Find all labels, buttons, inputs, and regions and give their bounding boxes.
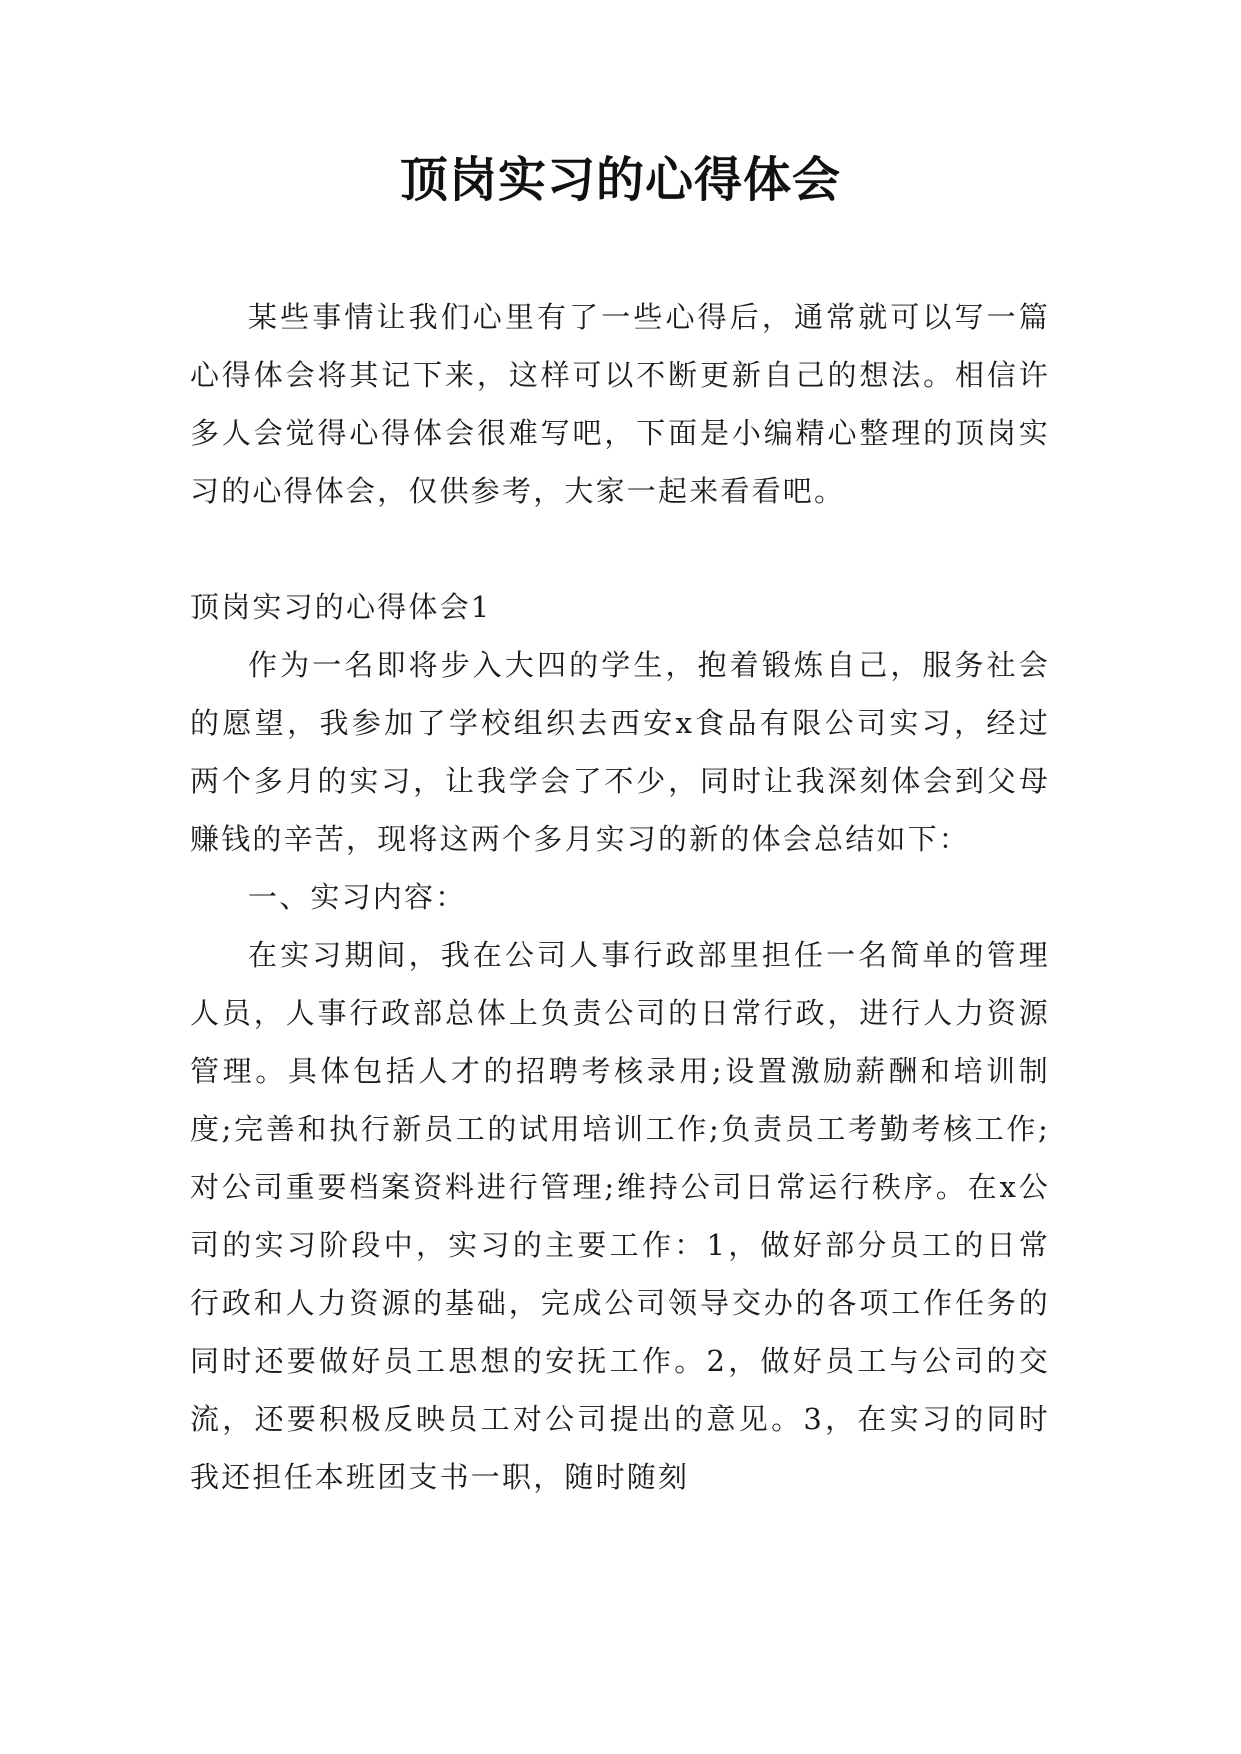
intro-paragraph: 某些事情让我们心里有了一些心得后，通常就可以写一篇心得体会将其记下来，这样可以不断更新自己的想法。相信许多人会觉得心得体会很难写吧，下面是小编精心整理的顶岗实习的心得体会，仅供参考，大家一起来看看吧。 bbox=[190, 300, 1050, 508]
document-body bbox=[190, 288, 1050, 1506]
section-heading: 顶岗实习的心得体会1 bbox=[190, 590, 492, 624]
document-title: 顶岗实习的心得体会 bbox=[399, 152, 841, 208]
section-paragraph: 在实习期间，我在公司人事行政部里担任一名简单的管理人员，人事行政部总体上负责公司的日常行政，进行人力资源管理。具体包括人才的招聘考核录用;设置激励薪酬和培训制度;完善和执行新员工的试用培训工作;负责员工考勤考核工作;对公司重要档案资料进行管理;维持公司日常运行秩序。在x公司的实习阶段中，实习的主要工作：1，做好部分员工的日常行政和人力资源的基础，完成公司领导交办的各项工作任务的同时还要做好员工思想的安抚工作。2，做好员工与公司的交流，还要积极反映员工对公司提出的意见。3，在实习的同时我还担任本班团支书一职，随时随刻 bbox=[190, 938, 1050, 1494]
section-paragraph: 作为一名即将步入大四的学生，抱着锻炼自己，服务社会的愿望，我参加了学校组织去西安x食品有限公司实习，经过两个多月的实习，让我学会了不少，同时让我深刻体会到父母赚钱的辛苦，现将这两个多月实习的新的体会总结如下： bbox=[190, 648, 1050, 856]
subsection-heading: 一、实习内容： bbox=[248, 880, 467, 914]
